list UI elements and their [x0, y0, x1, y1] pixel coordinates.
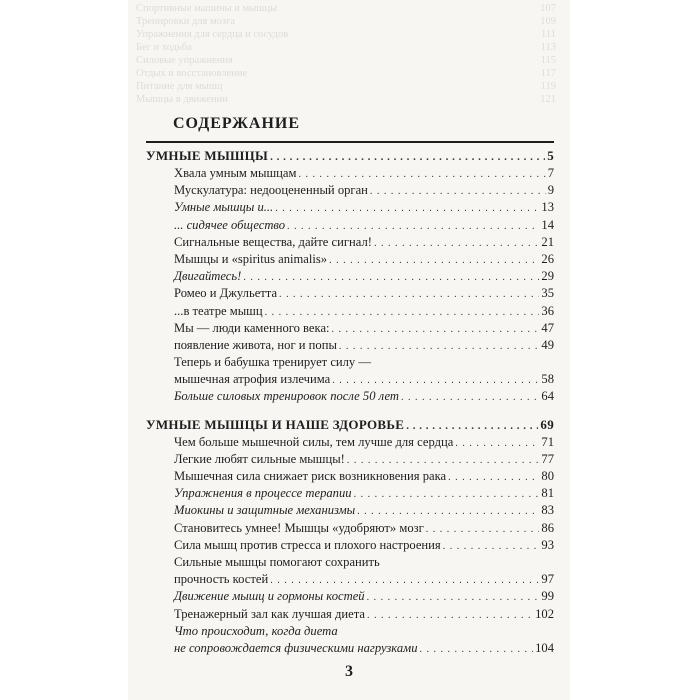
toc-entry — [146, 485, 554, 502]
book-page — [128, 0, 570, 700]
dot-leader — [243, 269, 539, 286]
dot-leader — [339, 338, 539, 355]
entry-title: Хвала умным мышцам — [174, 166, 297, 180]
entry-title: не сопровождается физическими нагрузками — [174, 640, 418, 655]
toc-entry — [146, 182, 554, 199]
dot-leader — [270, 572, 539, 589]
entry-title: Легкие любят сильные мышцы! — [174, 451, 345, 466]
entry-page-number: 102 — [535, 606, 554, 621]
entry-title: Мышечная сила снижает риск возникновения рака — [174, 469, 447, 483]
entry-title: ... сидячее общество — [174, 217, 286, 232]
toc-entry — [146, 554, 554, 588]
entry-title: Мы — люди каменного века: — [174, 320, 330, 335]
entry-title: Тренажерный зал как лучшая диета — [174, 606, 365, 621]
entry-title: Движение мышц и гормоны костей — [174, 589, 365, 604]
toc-entry — [146, 434, 554, 451]
dot-leader — [455, 435, 539, 452]
entry-page-number: 80 — [541, 469, 554, 483]
toc-entry-line — [146, 165, 554, 182]
toc-entry-line — [146, 234, 554, 251]
entry-page-number: 97 — [541, 572, 554, 587]
bleed-line — [136, 54, 556, 67]
entry-page-number: 99 — [541, 589, 554, 604]
entry-title: Миокины и защитные механизмы — [174, 503, 356, 518]
bleed-line-text: Отдых и восстановление — [136, 68, 248, 79]
entry-title: Чем больше мышечной силы, тем лучше для сердца — [174, 434, 454, 449]
toc-entry — [146, 623, 554, 657]
entry-page-number: 14 — [541, 217, 554, 232]
entry-title: Что происходит, когда диета — [174, 623, 338, 638]
toc-entry-line — [146, 640, 554, 657]
bleed-through-text — [136, 2, 556, 107]
entry-page-number: 104 — [535, 640, 554, 655]
dot-leader — [370, 183, 546, 200]
toc-entry-line — [146, 571, 554, 588]
entry-page-number: 77 — [541, 451, 554, 466]
entry-page-number: 47 — [541, 320, 554, 335]
bleed-line — [136, 80, 556, 93]
entry-page-number: 49 — [541, 337, 554, 352]
toc-entry — [146, 217, 554, 234]
entry-title: мышечная атрофия излечима — [174, 372, 331, 387]
toc-entry-line — [146, 554, 554, 571]
entry-title: Сила мышц против стресса и плохого настроения — [174, 537, 441, 552]
toc-entry — [146, 537, 554, 554]
toc-entry-line — [146, 485, 554, 502]
dot-leader — [406, 417, 538, 435]
toc-entry-line — [146, 588, 554, 605]
toc-entry-line — [146, 251, 554, 268]
bleed-line-text: Упражнения для сердца и сосудов — [136, 29, 289, 40]
entry-page-number: 58 — [541, 372, 554, 387]
toc-entry — [146, 285, 554, 302]
bleed-line-page: 119 — [540, 81, 556, 92]
entry-page-number: 35 — [541, 286, 554, 301]
chapter-title: УМНЫЕ МЫШЦЫ И НАШЕ ЗДОРОВЬЕ — [146, 416, 405, 432]
dot-leader — [367, 607, 533, 624]
entry-page-number: 93 — [541, 537, 554, 552]
bleed-line — [136, 2, 556, 15]
toc-entry-line — [146, 434, 554, 451]
chapter-title: УМНЫЕ МЫШЦЫ — [146, 148, 269, 163]
bleed-line-text: Мышцы в движении — [136, 94, 228, 105]
entry-title: Мускулатура: недооцененный орган — [174, 183, 368, 198]
chapter-heading — [146, 147, 554, 165]
entry-page-number: 83 — [541, 503, 554, 518]
toc-entry-line — [146, 199, 554, 216]
toc-chapter — [146, 416, 554, 657]
toc-entry — [146, 468, 554, 485]
chapter-heading — [146, 416, 554, 434]
entry-title: Двигайтесь! — [174, 269, 242, 284]
toc-entry-line — [146, 217, 554, 234]
chapter-page-number: 69 — [540, 416, 554, 432]
entry-title: Упражнения в процессе терапии — [174, 486, 352, 501]
entry-title: Теперь и бабушка тренирует силу — — [174, 355, 371, 370]
bleed-line-text: Питание для мышц — [136, 81, 223, 92]
dot-leader — [420, 641, 534, 658]
bleed-line-page: 113 — [540, 42, 556, 53]
dot-leader — [374, 235, 539, 252]
entry-title: появление живота, ног и попы — [174, 337, 337, 352]
toc-entry-line — [146, 502, 554, 519]
dot-leader — [347, 452, 540, 469]
chapter-list — [146, 147, 554, 657]
toc-entry — [146, 320, 554, 354]
dot-leader — [367, 589, 540, 606]
dot-leader — [332, 372, 539, 389]
toc-entry-line — [146, 451, 554, 468]
page-number: 3 — [345, 663, 353, 680]
bleed-line — [136, 67, 556, 80]
toc-entry — [146, 354, 554, 388]
toc-entry — [146, 165, 554, 182]
toc-entry-line — [146, 320, 554, 337]
entry-page-number: 71 — [541, 434, 554, 449]
toc-entry-line — [146, 388, 554, 405]
entry-title: прочность костей — [174, 572, 269, 587]
bleed-line-text: Бег и ходьба — [136, 42, 192, 53]
title-rule — [146, 141, 554, 143]
toc-entry-line — [146, 520, 554, 537]
toc-entry — [146, 268, 554, 285]
entry-title: Умные мышцы и... — [174, 200, 274, 215]
toc-entry — [146, 251, 554, 268]
bleed-line-page: 121 — [540, 94, 556, 105]
toc-entry — [146, 303, 554, 320]
entry-title: ...в театре мышц — [174, 303, 263, 318]
entry-page-number: 81 — [541, 486, 554, 501]
toc-entry — [146, 388, 554, 405]
entry-title: Сильные мышцы помогают сохранить — [174, 554, 380, 569]
bleed-line-text: Силовые упражнения — [136, 55, 233, 66]
bleed-line-page: 117 — [540, 68, 556, 79]
entry-page-number: 29 — [541, 269, 554, 284]
bleed-line — [136, 41, 556, 54]
dot-leader — [443, 538, 540, 555]
toc-entry-line — [146, 354, 554, 371]
dot-leader — [270, 148, 545, 166]
entry-page-number: 9 — [547, 183, 554, 198]
entry-page-number: 26 — [541, 251, 554, 266]
entry-list — [146, 165, 554, 406]
entry-title: Становитесь умнее! Мышцы «удобряют» мозг — [174, 520, 424, 535]
table-of-contents — [146, 147, 554, 657]
dot-leader — [279, 286, 539, 303]
dot-leader — [265, 304, 540, 321]
entry-list — [146, 434, 554, 657]
bleed-line — [136, 93, 556, 106]
bleed-line-page: 115 — [540, 55, 556, 66]
entry-title: Ромео и Джульетта — [174, 286, 278, 301]
toc-entry-line — [146, 303, 554, 320]
dot-leader — [354, 486, 540, 503]
entry-page-number: 21 — [541, 234, 554, 249]
dot-leader — [332, 321, 540, 338]
bleed-line-page: 109 — [540, 16, 556, 27]
chapter-page-number: 5 — [547, 148, 554, 163]
bleed-line — [136, 28, 556, 41]
dot-leader — [448, 469, 539, 486]
toc-entry-line — [146, 285, 554, 302]
bleed-line-text: Тренировки для мозга — [136, 16, 236, 27]
dot-leader — [329, 252, 539, 269]
bleed-line — [136, 15, 556, 28]
dot-leader — [298, 166, 545, 183]
entry-page-number: 13 — [541, 200, 554, 215]
toc-entry — [146, 606, 554, 623]
entry-page-number: 7 — [547, 166, 554, 180]
dot-leader — [275, 200, 539, 217]
toc-entry-line — [146, 537, 554, 554]
toc-entry — [146, 451, 554, 468]
toc-entry — [146, 234, 554, 251]
entry-page-number: 86 — [541, 520, 554, 535]
entry-title: Мышцы и «spiritus animalis» — [174, 251, 328, 266]
toc-entry-line — [146, 468, 554, 485]
dot-leader — [357, 503, 539, 520]
toc-entry-line — [146, 606, 554, 623]
entry-page-number: 36 — [541, 303, 554, 318]
dot-leader — [287, 218, 539, 235]
toc-entry — [146, 502, 554, 519]
toc-entry — [146, 199, 554, 216]
dot-leader — [401, 389, 539, 406]
page-title: СОДЕРЖАНИЕ — [173, 115, 301, 132]
toc-chapter — [146, 147, 554, 406]
dot-leader — [426, 521, 540, 538]
toc-entry-line — [146, 623, 554, 640]
toc-entry — [146, 520, 554, 537]
bleed-line-text: Спортивные машины и мышцы — [136, 3, 278, 14]
bleed-line-page: 111 — [541, 29, 556, 40]
toc-entry-line — [146, 268, 554, 285]
bleed-line-page: 107 — [540, 3, 556, 14]
entry-title: Больше силовых тренировок после 50 лет — [174, 389, 399, 404]
toc-entry — [146, 588, 554, 605]
toc-entry-line — [146, 337, 554, 354]
toc-entry-line — [146, 182, 554, 199]
entry-title: Сигнальные вещества, дайте сигнал! — [174, 234, 372, 249]
toc-entry-line — [146, 371, 554, 388]
entry-page-number: 64 — [541, 389, 554, 404]
